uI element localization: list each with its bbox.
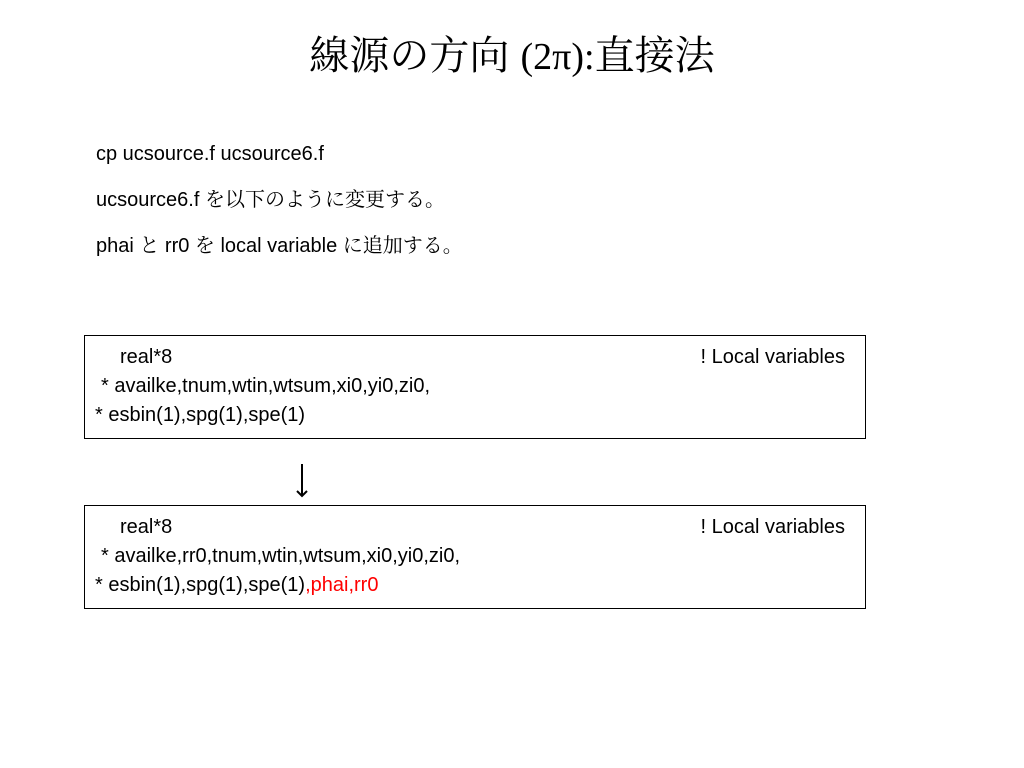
code-line-variables [85,372,865,401]
code-declaration: real*8 [120,346,173,368]
title-method: 直接法 [594,34,715,78]
code-line-declaration [85,513,865,542]
code-block-before [84,335,866,439]
instruction-copy-command: cp ucsource.f ucsource6.f [96,143,324,165]
code-arrays-base: * esbin(1),spg(1),spe(1) [95,574,306,596]
code-line-arrays [85,571,865,600]
instruction-list [96,142,956,280]
title-text: 線源の方向 [309,34,521,78]
code-arrays [95,571,378,600]
code-declaration: real*8 [120,516,173,538]
code-variables: * availke,tnum,wtin,wtsum,xi0,yi0,zi0, [101,375,431,397]
code-comment: ! Local variables [700,346,845,368]
instruction-add-variables: phai と rr0 を local variable に追加する。 [96,235,463,257]
code-block-after [84,505,866,609]
code-line-arrays [85,401,865,430]
slide-title [0,30,1024,83]
code-comment: ! Local variables [700,516,845,538]
title-math: (2π): [520,36,595,78]
code-arrays: * esbin(1),spg(1),spe(1) [95,404,306,426]
code-line-variables [85,542,865,571]
code-variables: * availke,rr0,tnum,wtin,wtsum,xi0,yi0,zi0, [101,545,461,567]
instruction-modify-file: ucsource6.f を以下のように変更する。 [96,189,445,211]
added-variables: ,phai,rr0 [305,574,379,596]
code-line-declaration [85,343,865,372]
arrow-down-icon [292,462,312,498]
